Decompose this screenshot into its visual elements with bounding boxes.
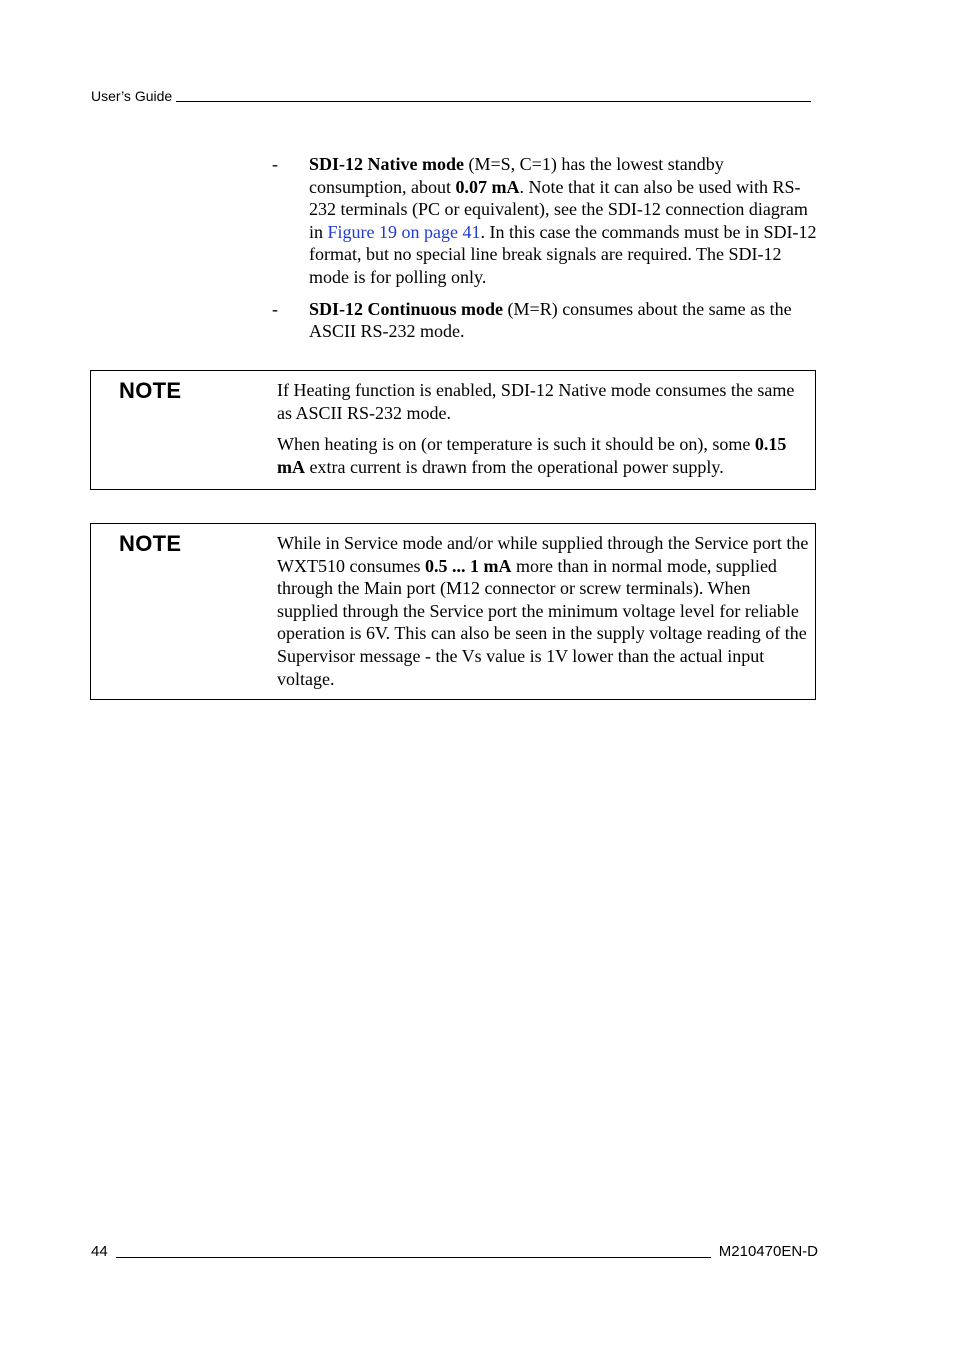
bold-value: 0.07 mA <box>455 176 520 197</box>
list-item-sdi12-native <box>272 153 817 289</box>
page-footer <box>91 1243 818 1261</box>
text-run: extra current is drawn from the operational power supply. <box>305 456 724 477</box>
note-paragraph <box>277 532 813 690</box>
bullet-text <box>309 153 817 289</box>
figure-link[interactable]: Figure 19 on page 41 <box>327 221 481 242</box>
text-run: When heating is on (or temperature is such it should be on), some <box>277 434 755 455</box>
bullet-marker: - <box>272 154 278 174</box>
note-body <box>277 532 813 699</box>
bold-lead: SDI-12 Continuous mode <box>309 298 504 319</box>
bold-value: 0.5 ... 1 mA <box>424 555 512 576</box>
note-box-service-port <box>90 523 816 700</box>
note-box-heating <box>90 370 816 490</box>
bullet-marker: - <box>272 298 278 319</box>
header-rule <box>176 101 811 102</box>
header-title: User’s Guide <box>91 88 173 104</box>
bold-value: 0.15 mA <box>277 434 787 477</box>
bold-lead: SDI-12 Native mode <box>309 154 464 174</box>
text-run: . In this case the commands must be in SDI-12 format, but no special line break signals are required. The SDI-12 mode is for polling only. <box>309 221 817 287</box>
mode-list <box>272 153 817 352</box>
text-run: . Note that it can also be used with RS-232 terminals (PC or equivalent), see the SDI-12 connection diagram in <box>309 176 808 242</box>
note-body <box>277 379 813 487</box>
note-label: NOTE <box>119 378 182 403</box>
page-header <box>91 87 811 105</box>
note-paragraph <box>277 433 813 478</box>
text-run: more than in normal mode, supplied through the Main port (M12 connector or screw terminals). When supplied through the Service port the minimum voltage level for reliable operation is 6V. This can also be seen in the supply voltage reading of the Supervisor message - the Vs value is 1V lower than the actual input voltage. <box>277 555 807 689</box>
document-code: M210470EN-D <box>718 1243 818 1260</box>
text-run: (M=R) consumes about the same as the ASCII RS-232 mode. <box>309 298 792 342</box>
note-paragraph: If Heating function is enabled, SDI-12 Native mode consumes the same as ASCII RS-232 mode. <box>277 380 795 423</box>
page-number: 44 <box>91 1243 108 1260</box>
list-item-sdi12-continuous <box>272 298 817 343</box>
text-run: (M=S, C=1) has the lowest standby consumption, about <box>309 154 724 197</box>
footer-rule <box>116 1257 711 1258</box>
text-run: While in Service mode and/or while supplied through the Service port the WXT510 consumes <box>277 533 809 576</box>
bullet-text <box>309 298 817 343</box>
note-label: NOTE <box>119 531 182 556</box>
